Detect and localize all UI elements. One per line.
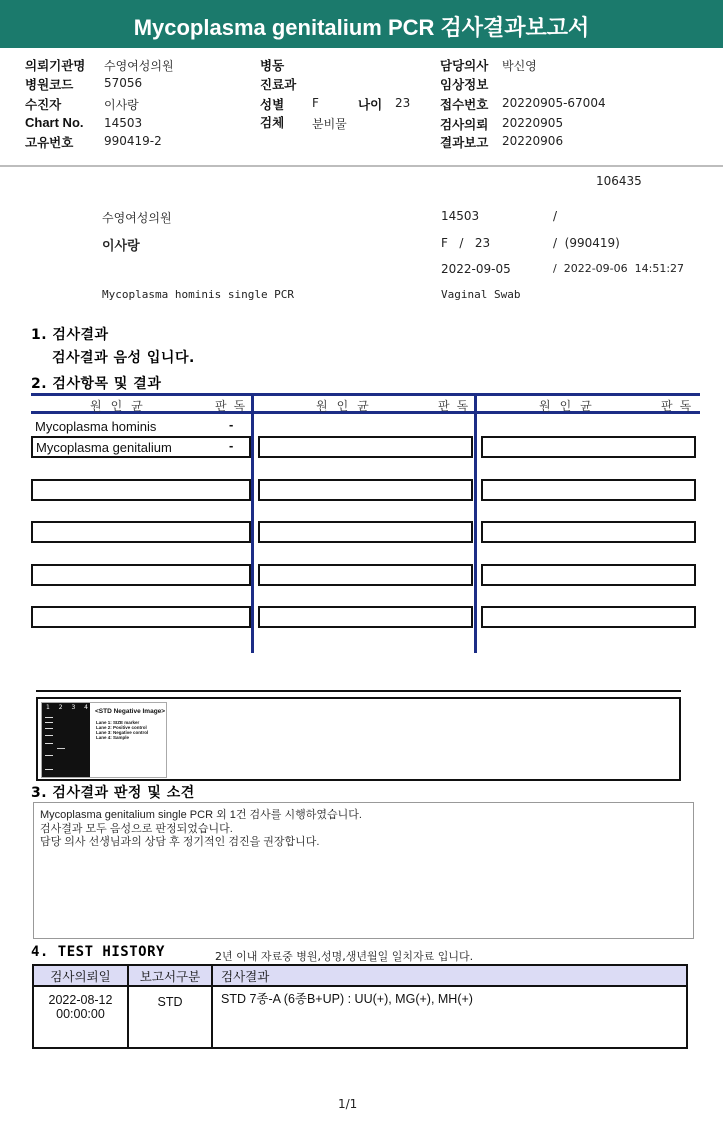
col-judgment-3: 판독 [661,399,699,413]
institution-value: 수영여성의원 [104,59,174,73]
hospital-code-value: 57056 [104,76,143,90]
sub-slash: / [553,209,558,223]
pathogen-name: Mycoplasma hominis [35,419,157,434]
col-pathogen-1: 원인균 [90,399,152,413]
gel-legend [96,720,148,740]
findings-line: 담당 의사 선생님과의 상담 후 정기적인 검진을 권장합니다. [40,836,320,848]
panel-divider-2 [474,394,477,653]
history-note: 2년 이내 자료중 병원,성명,생년월일 일치자료 입니다. [215,950,474,963]
chart-no-label: Chart No. [25,115,84,130]
table-row [33,986,687,1048]
history-date: 2022-08-12 [48,993,113,1007]
gel-top-rule [36,690,681,692]
section1-title: 1. 검사결과 [31,327,109,343]
result-cell [258,521,473,543]
dept-label: 진료과 [260,77,297,92]
result-cell [31,564,251,586]
history-time: 00:00:00 [56,1007,105,1021]
unique-no-label: 고유번호 [25,135,74,150]
pathogen-result: - [229,417,234,432]
lane-number: 2 [58,704,63,711]
sub-reported-datetime: / 2022-09-06 14:51:27 [553,262,685,275]
result-cell [258,606,473,628]
result-cell [481,521,696,543]
findings-line: Mycoplasma genitalium single PCR 외 1건 검사를 시행하였습니다. [40,809,362,821]
result-cell [258,479,473,501]
col-pathogen-2: 원인균 [316,399,378,413]
patient-value: 이사랑 [104,98,139,112]
section4-title: 4. TEST HISTORY [31,944,165,960]
gel-legend-line: Lane 4: Sample [96,735,130,740]
col-judgment-2: 판독 [438,399,476,413]
report-date-label: 결과보고 [440,135,489,150]
marker-band [45,735,53,736]
patient-label: 수진자 [25,97,62,112]
sub-birth: / (990419) [553,236,620,250]
lane-number: 3 [71,704,76,711]
sub-specimen: Vaginal Swab [441,288,521,301]
report-title: Mycoplasma genitalium PCR 검사결과보고서 [0,0,723,48]
history-result: STD 7종-A (6종B+UP) : UU(+), MG(+), MH(+) [212,986,687,1048]
gel-title: <STD Negative Image> [95,708,166,715]
result-cell [31,521,251,543]
findings-line: 검사결과 모두 음성으로 판정되었습니다. [40,822,233,835]
sub-sex-age: F / 23 [441,236,491,250]
result-cell [31,606,251,628]
result-cell [31,479,251,501]
result-cell [481,606,696,628]
positive-band [57,748,65,749]
report-date-value: 20220906 [502,134,564,148]
marker-band [45,722,53,723]
lane-number: 4 [84,704,88,711]
history-header-date: 검사의뢰일 [33,965,128,986]
request-date-label: 검사의뢰 [440,117,489,132]
doc-number: 106435 [596,174,642,188]
history-date-cell [33,986,128,1048]
section3-title: 3. 검사결과 판정 및 소견 [31,785,195,801]
header-divider [0,48,723,53]
doctor-label: 담당의사 [440,58,489,73]
result-cell [481,564,696,586]
section1-result: 검사결과 음성 입니다. [52,350,195,366]
sub-patient: 이사랑 [102,239,140,254]
chart-no-value: 14503 [104,116,143,130]
section2-title: 2. 검사항목 및 결과 [31,376,162,392]
result-cell [258,436,473,458]
sex-value: F [312,96,319,110]
history-table [32,964,688,1049]
specimen-label: 검체 [260,115,285,130]
col-pathogen-3: 원인균 [539,399,601,413]
gel-legend-line: Lane 3: Negative control [96,730,149,735]
sub-chart: 14503 [441,209,480,223]
sex-label: 성별 [260,97,285,112]
institution-label: 의뢰기관명 [25,58,86,73]
request-date-value: 20220905 [502,116,564,130]
findings-text [40,809,362,850]
specimen-value: 분비물 [312,117,347,131]
info-divider [0,165,723,167]
col-judgment-1: 판독 [215,399,253,413]
marker-band [45,717,53,718]
age-value: 23 [395,96,411,110]
gel-lane-numbers [46,704,88,711]
lane-number: 1 [46,704,50,711]
gel-legend-line: Lane 2: Positive control [96,725,147,730]
results-top-rule [31,393,700,396]
result-cell [481,436,696,458]
panel-divider-1 [251,394,254,653]
age-label: 나이 [358,97,383,112]
sub-test-name: Mycoplasma hominis single PCR [102,288,295,301]
history-header-row [33,965,687,986]
history-header-type: 보고서구분 [128,965,212,986]
history-type: STD [128,986,212,1048]
gel-legend-line: Lane 1: SIZE marker [96,720,140,725]
pathogen-name: Mycoplasma genitalium [36,440,172,455]
marker-band [45,728,53,729]
marker-band [45,769,53,770]
result-cell [481,479,696,501]
receipt-no-label: 접수번호 [440,97,489,112]
marker-band [45,743,53,744]
result-cell [258,564,473,586]
doctor-value: 박신영 [502,59,537,73]
hospital-code-label: 병원코드 [25,77,74,92]
clinical-label: 임상정보 [440,77,489,92]
page-number: 1/1 [338,1097,358,1111]
marker-band [45,755,53,756]
sub-institution: 수영여성의원 [102,211,172,225]
ward-label: 병동 [260,58,285,73]
gel-image [42,703,90,777]
pathogen-result: - [229,438,234,453]
history-header-result: 검사결과 [212,965,687,986]
unique-no-value: 990419-2 [104,134,162,148]
receipt-no-value: 20220905-67004 [502,96,606,110]
sub-received-date: 2022-09-05 [441,262,511,276]
